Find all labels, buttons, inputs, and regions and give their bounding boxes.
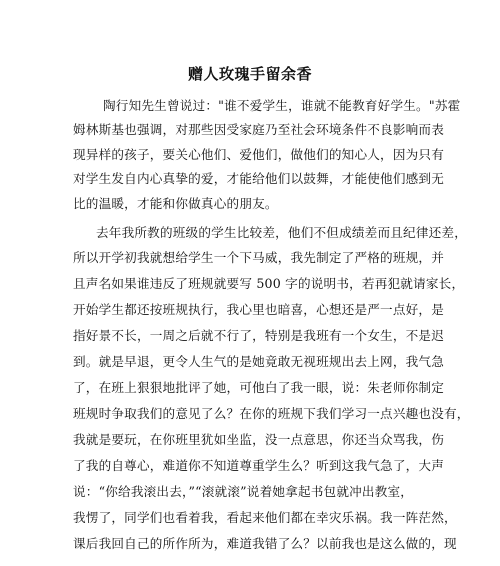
paragraph-2-line-5: 指好景不长，一周之后就不行了，特别是我班有一个女生，不是迟 xyxy=(73,328,445,343)
paragraph-1-line-4: 对学生发自内心真挚的爱，才能给他们以鼓舞，才能使他们感到无 xyxy=(73,171,445,186)
paragraph-2-line-10: 了我的自尊心，难道你不知道尊重学生么？听到这我气急了，大声 xyxy=(73,458,445,473)
paragraph-1-line-3: 现异样的孩子，要关心他们、爱他们，做他们的知心人，因为只有 xyxy=(73,147,445,162)
paragraph-2-line-6: 到。就是早退，更令人生气的是她竟敢无视班规出去上网，我气急 xyxy=(73,354,445,369)
paragraph-2-line-9: 我就是要玩，在你班里犹如坐监，没一点意思，你还当众骂我，伤 xyxy=(73,432,445,447)
paragraph-1-line-5: 比的温暖，才能和你做真心的朋友。 xyxy=(73,196,278,211)
paragraph-2-line-4: 开始学生都还按班规执行，我心里也暗喜，心想还是严一点好，是 xyxy=(73,302,445,317)
paragraph-1-line-2: 姆林斯基也强调，对那些因受家庭乃至社会环境条件不良影响而表 xyxy=(73,122,445,137)
paragraph-2-line-13: 课后我回自己的所作所为，难道我错了么？以前我也是这么做的，现 xyxy=(73,536,457,551)
document-title: 赠人玫瑰手留余香 xyxy=(187,65,312,83)
paragraph-2-line-1: 去年我所教的班级的学生比较差，他们不但成绩差而且纪律还差， xyxy=(96,225,468,240)
paragraph-2-line-8: 班规时争取我们的意见了么？在你的班规下我们学习一点兴趣也没有， xyxy=(73,406,470,421)
paragraph-2-line-3: 且声名如果谁违反了班规就要写 500 字的说明书，若再犯就请家长， xyxy=(73,276,465,291)
paragraph-2-line-2: 所以开学初我就想给学生一个下马威，我先制定了严格的班规，并 xyxy=(73,250,445,265)
paragraph-2-line-7: 了，在班上狠狠地批评了她，可他白了我一眼，说：朱老师你制定 xyxy=(73,380,445,395)
paragraph-1-line-1: 陶行知先生曾说过："谁不爱学生，谁就不能教育好学生。"苏霍 xyxy=(103,98,461,113)
paragraph-2-line-11: 说：“你给我滚出去，”“滚就滚”说着她拿起书包就冲出教室， xyxy=(73,484,414,499)
paragraph-2-line-12: 我愣了，同学们也看着我，看起来他们都在幸灾乐祸。我一阵茫然， xyxy=(73,510,457,525)
